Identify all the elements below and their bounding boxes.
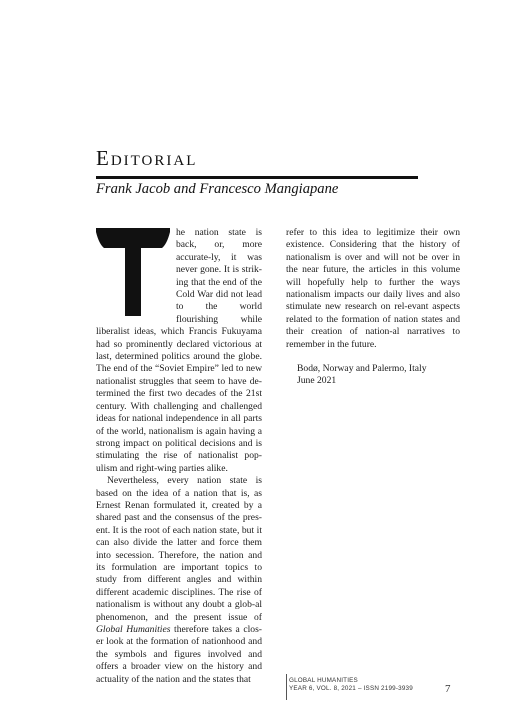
signoff — [286, 363, 460, 388]
footer-journal-name: GLOBAL HUMANITIES — [289, 677, 358, 684]
drop-cap-glyph — [96, 228, 170, 319]
title-rule — [96, 176, 418, 179]
paragraph-2-text-a: Nevertheless, every nation state is based on the idea of a nation that is, as Ernest Renan formulated it, created by a shared past and the consensus of the pres-ent. It is the root of each nation state, but it can also divide the latter and force them into secession. Therefore, the nation and its formulation are important topics to study from different angles and within different academic disciplines. The rise of nationalism is without any doubt a glob-al phenomenon, and the present issue of — [96, 475, 262, 623]
drop-cap — [96, 228, 170, 319]
paragraph-2 — [96, 475, 262, 686]
journal-name: Global Humanities — [96, 624, 171, 635]
signoff-place: Bodø, Norway and Palermo, Italy — [297, 363, 427, 375]
page-title: Editorial — [96, 146, 198, 170]
footer-journal-info — [289, 677, 413, 693]
signoff-date: June 2021 — [297, 375, 337, 387]
page-number: 7 — [445, 683, 451, 695]
paragraph-2-text-b: therefore takes a clos-er look at the formation of nationhood and the symbols and figures involved and offers a broader view on the history and actuality of the nation and the states that — [96, 624, 262, 685]
left-column — [96, 227, 262, 686]
right-column — [286, 227, 460, 388]
footer-volume-info: YEAR 6, VOL. 8, 2021 – ISSN 2199-3939 — [289, 685, 413, 692]
authors: Frank Jacob and Francesco Mangiapane — [96, 181, 339, 197]
footer-divider — [286, 674, 287, 700]
paragraph-1 — [96, 227, 262, 475]
paragraph-1-text: he nation state is back, or, more accurate-ly, it was never gone. It is strik-ing that the end of the Cold War did not lead to the world flourishing while liberalist ideas, which Francis Fukuyama had so prominently declared victorious at last, determined politics around the globe. The end of the “Soviet Empire” led to new nationalist struggles that seem to have de-termined the first two decades of the 21st century. With challenging and challenged ideas for national independence in all parts of the world, nationalism is again having a strong impact on political decisions and is stimulating the rise of nationalist pop-ulism and right-wing parties alike. — [96, 227, 262, 474]
paragraph-3: refer to this idea to legitimize their own existence. Considering that the history of nationalism is over and will not be over in the near future, the articles in this volume will hopefully help to further the ways nationalism impacts our daily lives and also stimulate new research on rel-evant aspects related to the formation of nation states and their creation of nation-al narratives to remember in the future. — [286, 227, 460, 350]
